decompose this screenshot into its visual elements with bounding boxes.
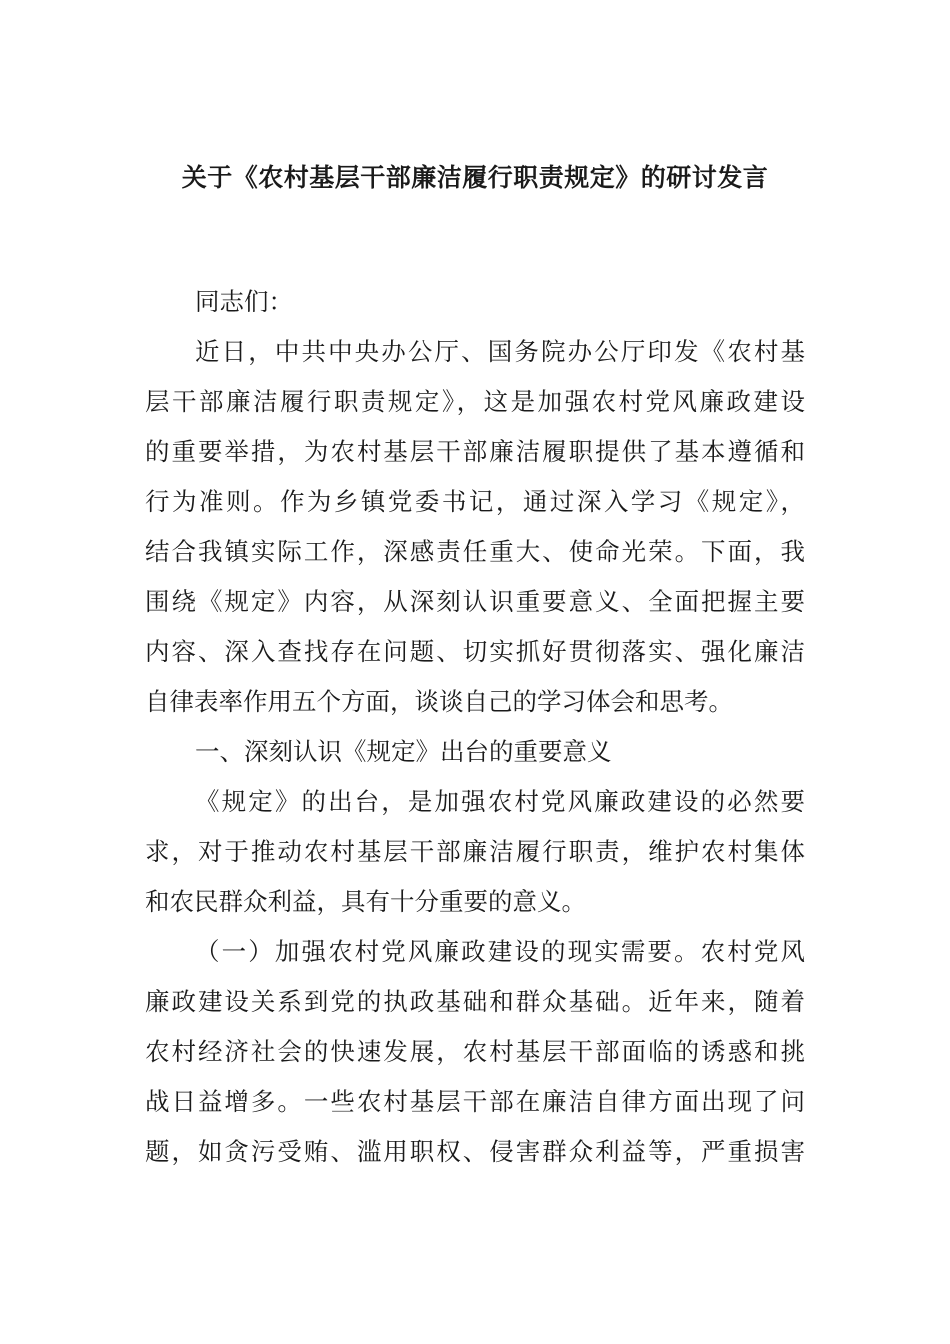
paragraph-line: 围绕《规定》内容，从深刻认识重要意义、全面把握主要 (145, 587, 805, 616)
paragraph-line: 层干部廉洁履行职责规定》，这是加强农村党风廉政建设 (145, 387, 805, 416)
paragraph-line: 的重要举措，为农村基层干部廉洁履职提供了基本遵循和 (145, 437, 805, 466)
paragraph-line: 战日益增多。一些农村基层干部在廉洁自律方面出现了问 (145, 1087, 805, 1116)
paragraph-line: 自律表率作用五个方面，谈谈自己的学习体会和思考。 (145, 687, 733, 716)
paragraph-line: 题，如贪污受贿、滥用职权、侵害群众利益等，严重损害 (145, 1137, 805, 1166)
paragraph-line: 《规定》的出台，是加强农村党风廉政建设的必然要 (195, 787, 805, 816)
paragraph-line: 近日，中共中央办公厅、国务院办公厅印发《农村基 (195, 337, 805, 366)
paragraph-line: 求，对于推动农村基层干部廉洁履行职责，维护农村集体 (145, 837, 805, 866)
paragraph-line: 内容、深入查找存在问题、切实抓好贯彻落实、强化廉洁 (145, 637, 805, 666)
paragraph-line: 农村经济社会的快速发展，农村基层干部面临的诱惑和挑 (145, 1037, 805, 1066)
paragraph-line: 和农民群众利益，具有十分重要的意义。 (145, 887, 586, 916)
paragraph-line: （一）加强农村党风廉政建设的现实需要。农村党风 (195, 937, 805, 966)
salutation: 同志们： (195, 287, 293, 316)
paragraph-line: 结合我镇实际工作，深感责任重大、使命光荣。下面，我 (145, 537, 805, 566)
section-heading: 一、深刻认识《规定》出台的重要意义 (195, 737, 612, 766)
paragraph-line: 行为准则。作为乡镇党委书记，通过深入学习《规定》， (145, 487, 805, 516)
paragraph-line: 廉政建设关系到党的执政基础和群众基础。近年来，随着 (145, 987, 805, 1016)
document-title: 关于《农村基层干部廉洁履行职责规定》的研讨发言 (181, 163, 769, 192)
